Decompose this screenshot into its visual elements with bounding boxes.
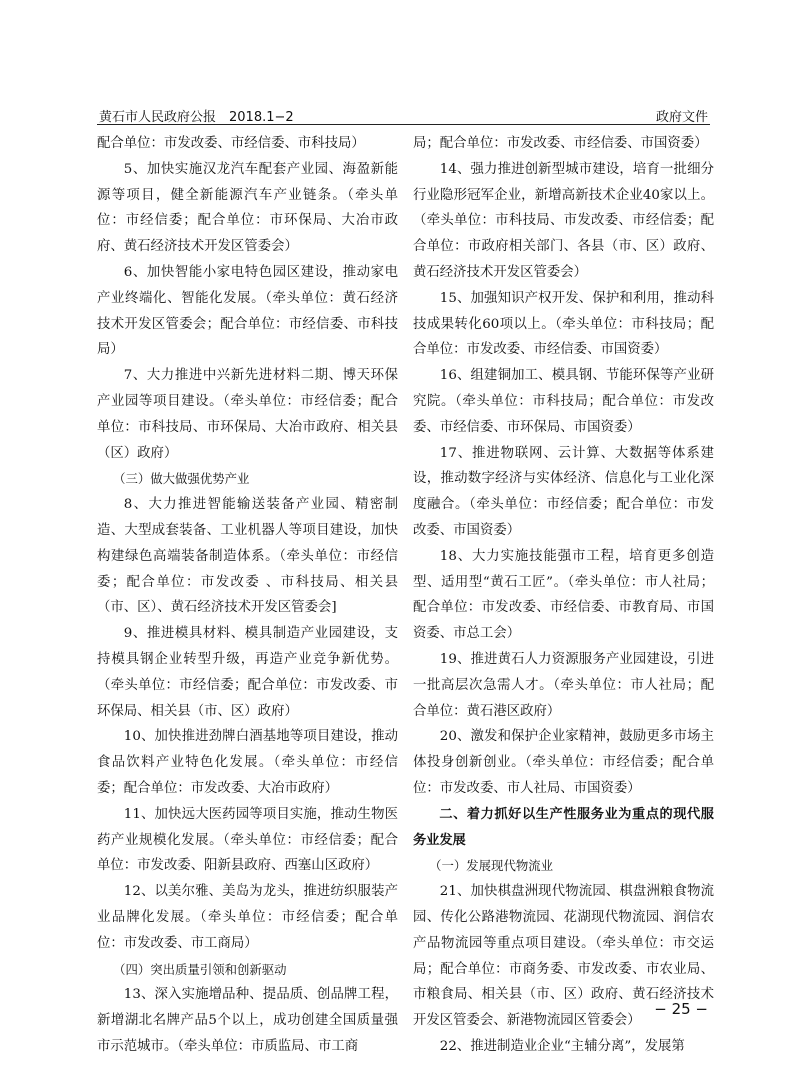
paragraph: 12、以美尔雅、美岛为龙头，推进纺织服装产业品牌化发展。（牵头单位：市经信委；配合单位：市发改委、市工商局） bbox=[97, 884, 398, 951]
paragraph: 9、推进模具材料、模具制造产业园建设，支持模具钢企业转型升级，再造产业竞争新优势。（牵头单位：市经信委；配合单位：市发改委、市环保局、相关县（市、区）政府） bbox=[97, 626, 398, 719]
paragraph: 17、推进物联网、云计算、大数据等体系建设，推动数字经济与实体经济、信息化与工业化深度融合。（牵头单位：市经信委；配合单位：市发改委、市国资委） bbox=[413, 445, 714, 538]
paragraph: 5、加快实施汉龙汽车配套产业园、海盈新能源等项目，健全新能源汽车产业链条。（牵头单位：市经信委；配合单位：市环保局、大冶市政府、黄石经济技术开发区管委会） bbox=[97, 161, 398, 255]
paragraph: 22、推进制造业企业“主辅分离”，发展第 bbox=[439, 1038, 685, 1054]
section-heading: （一）发展现代物流业 bbox=[429, 858, 554, 874]
paragraph: 13、深入实施增品种、提品质、创品牌工程，新增湖北名牌产品5个以上，成功创建全国质量强市示范城市。（牵头单位：市质监局、市工商 bbox=[97, 987, 398, 1054]
left-column bbox=[97, 131, 398, 1060]
section-heading: （三）做大做强优势产业 bbox=[113, 471, 250, 487]
paragraph: 8、大力推进智能输送装备产业园、精密制造、大型成套装备、工业机器人等项目建设，加快构建绿色高端装备制造体系。（牵头单位：市经信委；配合单位：市发改委 、市科技局、相关县（市、区）、黄石经济技术开发区管委会] bbox=[97, 497, 398, 616]
section-title: 政府文件 bbox=[655, 110, 708, 125]
paragraph: 15、加强知识产权开发、保护和利用，推动科技成果转化60项以上。（牵头单位：市科技局；配合单位：市发改委、市经信委、市国资委） bbox=[413, 290, 714, 358]
paragraph: 16、组建铜加工、模具钢、节能环保等产业研究院。（牵头单位：市科技局；配合单位：市发改委、市经信委、市环保局、市国资委） bbox=[413, 368, 714, 435]
paragraph: 10、加快推进劲牌白酒基地等项目建设，推动食品饮料产业特色化发展。（牵头单位：市经信委；配合单位：市发改委、大冶市政府） bbox=[97, 729, 398, 796]
paragraph: 6、加快智能小家电特色园区建设，推动家电产业终端化、智能化发展。（牵头单位：黄石经济技术开发区管委会；配合单位：市经信委、市科技局） bbox=[97, 264, 398, 358]
paragraph: 18、大力实施技能强市工程，培育更多创造型、适用型“黄石工匠”。（牵头单位：市人社局；配合单位：市发改委、市经信委、市教育局、市国资委、市总工会） bbox=[413, 548, 714, 642]
right-column bbox=[413, 131, 714, 1060]
journal-title: 黄石市人民政府公报 2018.1−2 bbox=[99, 110, 294, 125]
chapter-heading: 二、着力抓好以生产性服务业为重点的现代服务业发展 bbox=[413, 806, 714, 848]
page-header bbox=[97, 102, 710, 125]
paragraph: 7、大力推进中兴新先进材料二期、博天环保产业园等项目建设。（牵头单位：市经信委；配合单位：市科技局、市环保局、大冶市政府、相关县（区）政府） bbox=[97, 368, 398, 461]
paragraph: 19、推进黄石人力资源服务产业园建设，引进一批高层次急需人才。（牵头单位：市人社局；配合单位：黄石港区政府） bbox=[413, 651, 714, 719]
continued-paragraph: 局；配合单位：市发改委、市经信委、市国资委） bbox=[413, 136, 708, 151]
section-heading: （四）突出质量引领和创新驱动 bbox=[113, 961, 287, 977]
continued-paragraph: 配合单位：市发改委、市经信委、市科技局） bbox=[97, 136, 365, 151]
page-number: − 25 − bbox=[654, 1000, 708, 1018]
paragraph: 20、激发和保护企业家精神，鼓励更多市场主体投身创新创业。（牵头单位：市经信委；配合单位：市发改委、市人社局、市国资委） bbox=[413, 729, 714, 796]
paragraph: 11、加快远大医药园等项目实施，推动生物医药产业规模化发展。（牵头单位：市经信委；配合单位：市发改委、阳新县政府、西塞山区政府） bbox=[97, 806, 398, 874]
paragraph: 21、加快棋盘洲现代物流园、棋盘洲粮食物流园、传化公路港物流园、花湖现代物流园、润信农产品物流园等重点项目建设。（牵头单位：市交运局；配合单位：市商务委、市发改委、市农业局、市粮食局、相关县（市、区）政府、黄石经济技术开发区管委会、新港物流园区管委会） bbox=[413, 884, 714, 1029]
paragraph: 14、强力推进创新型城市建设，培育一批细分行业隐形冠军企业，新增高新技术企业40家以上。（牵头单位：市科技局、市发改委、市经信委；配合单位：市政府相关部门、各县（市、区）政府、黄石经济技术开发区管委会） bbox=[413, 161, 714, 280]
